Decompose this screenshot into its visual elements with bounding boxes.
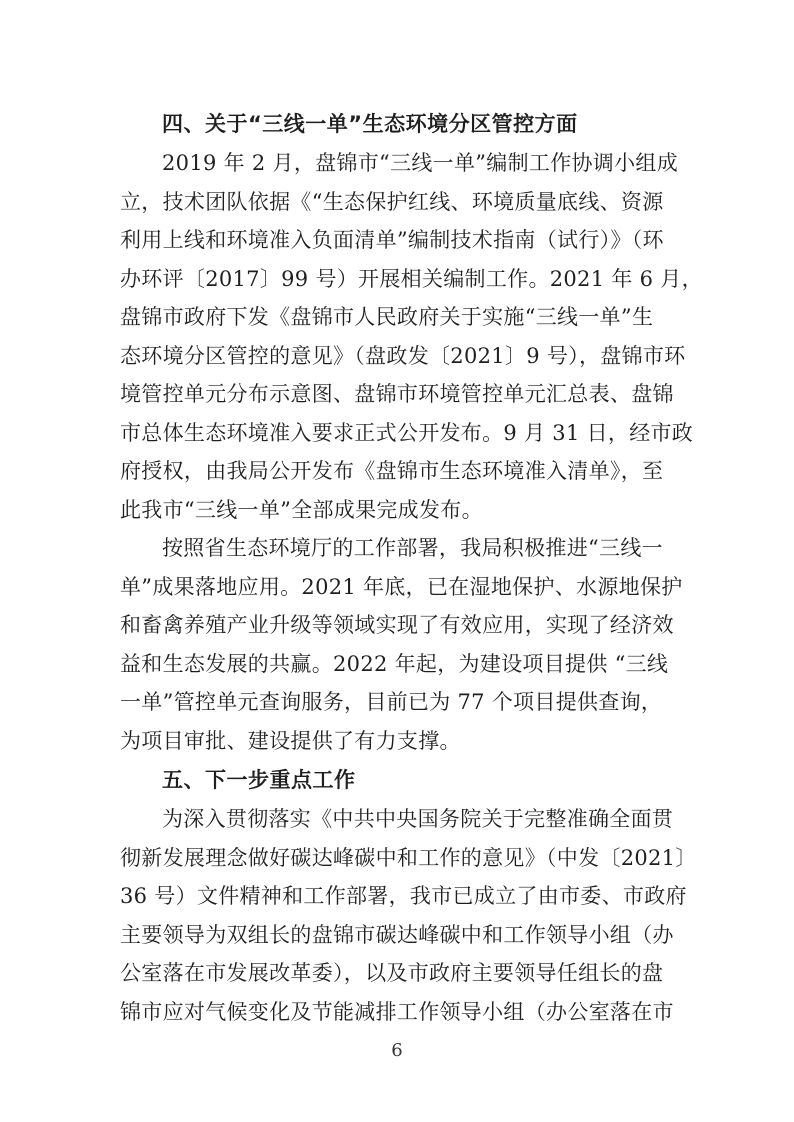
text-line: 锦市应对气候变化及节能减排工作领导小组（办公室落在市 [120,999,674,1024]
paragraph [120,800,697,1031]
text-line: 利用上线和环境准入负面清单”编制技术指南（试行）》（环 [120,228,664,252]
text-line: 36 号）文件精神和工作部署，我市已成立了由市委、市政府 [120,884,687,908]
text-line: 立，技术团队依据《“生态保护红线、环境质量底线、资源 [120,189,664,214]
text-line: 公室落在市发展改革委），以及市政府主要领导任组长的盘 [120,961,664,985]
section-heading: 四、关于“三线一单”生态环境分区管控方面 [162,112,578,136]
text-line: 此我市“三线一单”全部成果完成发布。 [120,497,483,522]
text-line: 按照省生态环境厅的工作部署，我局积极推进“三线一 [162,536,663,560]
text-line: 和畜禽养殖产业升级等领域实现了有效应用，实现了经济效 [120,613,674,637]
text-line: 为项目审批、建设提供了有力支撑。 [120,728,461,753]
paragraph [120,529,683,760]
text-line: 主要领导为双组长的盘锦市碳达峰碳中和工作领导小组（办 [120,922,674,947]
text-line: 办环评〔2017〕99 号）开展相关编制工作。2021 年 6 月， [120,266,703,291]
document-body [120,104,703,1031]
text-line: 2019 年 2 月，盘锦市“三线一单”编制工作协调小组成 [162,151,678,175]
section-heading: 五、下一步重点工作 [162,768,356,792]
text-line: 彻新发展理念做好碳达峰碳中和工作的意见》（中发〔2021〕 [120,845,697,870]
text-line: 益和生态发展的共赢。2022 年起，为建设项目提供 “三线 [120,651,669,676]
text-line: 盘锦市政府下发《盘锦市人民政府关于实施“三线一单”生 [120,305,654,329]
text-line: 境管控单元分布示意图、盘锦市环境管控单元汇总表、盘锦 [120,382,674,406]
text-line: 市总体生态环境准入要求正式公开发布。9 月 31 日，经市政 [120,420,694,445]
text-line: 府授权，由我局公开发布《盘锦市生态环境准入清单》，至 [120,459,664,483]
text-line: 单”成果落地应用。2021 年底，已在湿地保护、水源地保护 [120,574,683,599]
text-line: 态环境分区管控的意见》（盘政发〔2021〕9 号），盘锦市环 [120,343,686,368]
text-line: 为深入贯彻落实《中共中央国务院关于完整准确全面贯 [162,807,674,831]
text-line: 一单”管控单元查询服务，目前已为 77 个项目提供查询， [120,690,663,714]
page-number: 6 [391,1040,403,1061]
paragraph [120,144,703,529]
